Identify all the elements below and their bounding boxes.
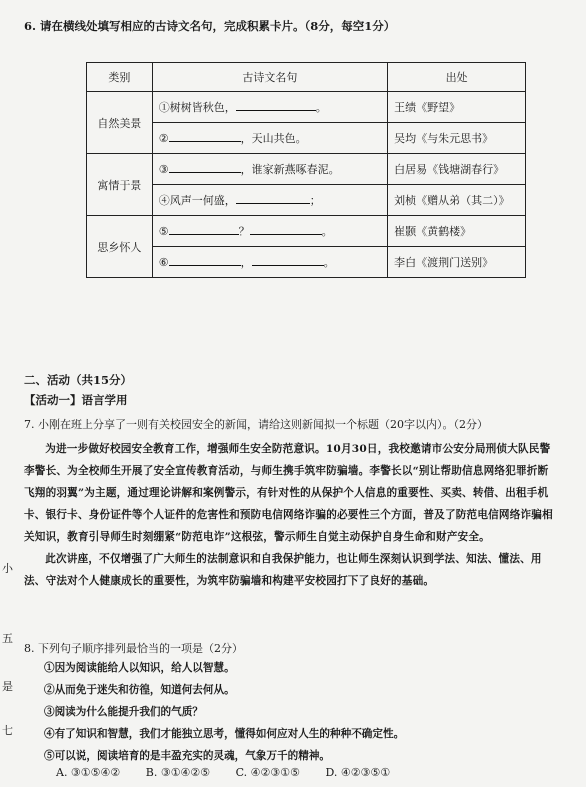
answer-choices xyxy=(56,766,412,779)
table-row xyxy=(87,247,526,278)
line-text: ， xyxy=(240,256,252,269)
fill-blank[interactable] xyxy=(169,254,241,266)
table-row xyxy=(87,185,526,216)
question-8-title: 8. 下列句子顺序排列最恰当的一项是（2分） xyxy=(24,642,243,655)
header-poem-line: 古诗文名句 xyxy=(152,63,387,92)
accumulation-card-table xyxy=(86,62,526,278)
source-cell: 吴均《与朱元思书》 xyxy=(388,123,526,154)
category-cell: 寓情于景 xyxy=(87,154,153,216)
question-7-title: 7. 小刚在班上分享了一则有关校园安全的新闻，请给这则新闻拟一个标题（20字以内）。（2分） xyxy=(24,418,488,431)
activity-1-title: 【活动一】语言学用 xyxy=(24,393,128,407)
news-article xyxy=(24,438,554,592)
fill-blank[interactable] xyxy=(236,99,316,111)
fill-blank[interactable] xyxy=(250,223,322,235)
question-6-title: 6. 请在横线处填写相应的古诗文名句，完成积累卡片。（8分，每空1分） xyxy=(24,19,396,33)
header-source: 出处 xyxy=(388,63,526,92)
sentence-5: ⑤可以说，阅读培育的是丰盈充实的灵魂，气象万千的精神。 xyxy=(44,750,331,762)
table-row xyxy=(87,154,526,185)
source-cell: 白居易《钱塘湖春行》 xyxy=(388,154,526,185)
line-text: ，天山共色。 xyxy=(240,132,307,145)
line-text: ； xyxy=(309,194,321,207)
line-text: ⑥ xyxy=(158,256,169,269)
poem-line-cell xyxy=(152,92,387,123)
poem-line-cell xyxy=(152,247,387,278)
line-text: ⑤ xyxy=(158,225,169,238)
fill-blank[interactable] xyxy=(236,192,310,204)
choice-a[interactable]: A. ③①⑤④② xyxy=(56,766,121,779)
table-row xyxy=(87,216,526,247)
line-text: 。 xyxy=(315,101,327,114)
fill-blank[interactable] xyxy=(252,254,324,266)
margin-char: 五 xyxy=(2,632,13,645)
poem-line-cell xyxy=(152,154,387,185)
margin-char: 是 xyxy=(2,680,13,693)
news-paragraph-2: 此次讲座，不仅增强了广大师生的法制意识和自我保护能力，也让师生深刻认识到学法、知法、懂法、用法、守法对个人健康成长的重要性，为筑牢防骗墙和构建平安校园打下了良好的基础。 xyxy=(24,553,542,587)
poem-line-cell xyxy=(152,216,387,247)
header-category: 类别 xyxy=(87,63,153,92)
line-text: ？ xyxy=(238,225,250,238)
line-text: ，谁家新燕啄春泥。 xyxy=(240,163,340,176)
category-cell: 思乡怀人 xyxy=(87,216,153,278)
choice-c[interactable]: C. ④②③①⑤ xyxy=(235,766,300,779)
sentence-2: ②从而免于迷失和彷徨，知道何去何从。 xyxy=(44,684,235,696)
line-text: 。 xyxy=(321,225,333,238)
fill-blank[interactable] xyxy=(169,161,241,173)
news-paragraph-1: 为进一步做好校园安全教育工作，增强师生安全防范意识。10月30日，我校邀请市公安分局刑侦大队民警李警长、为全校师生开展了安全宣传教育活动，与师生携手筑牢防骗墙。李警长以“别让帮助信息网络犯罪折断飞翔的羽翼”为主题，通过理论讲解和案例警示，有针对性的从保护个人信息的重要性、买卖、转借、出租手机卡、银行卡、身份证件等个人证件的危害性和预防电信网络诈骗的必要性三个方面，普及了防范电信网络诈骗相关知识，教育引导师生时刻绷紧“防范电诈”这根弦，警示师生自觉主动保护自身生命和财产安全。 xyxy=(24,443,553,543)
poem-line-cell xyxy=(152,185,387,216)
source-cell: 王绩《野望》 xyxy=(388,92,526,123)
sentence-1: ①因为阅读能给人以知识，给人以智慧。 xyxy=(44,662,235,674)
sentence-3: ③阅读为什么能提升我们的气质？ xyxy=(44,706,203,718)
line-text: ④风声一何盛， xyxy=(158,194,236,207)
source-cell: 刘桢《赠从弟（其二）》 xyxy=(388,185,526,216)
choice-b[interactable]: B. ③①④②⑤ xyxy=(145,766,211,779)
line-text: 。 xyxy=(323,256,335,269)
margin-char: 七 xyxy=(2,724,13,737)
table-header-row xyxy=(87,63,526,92)
table-row xyxy=(87,123,526,154)
line-text: ③ xyxy=(158,163,169,176)
category-cell: 自然美景 xyxy=(87,92,153,154)
poem-line-cell xyxy=(152,123,387,154)
source-cell: 李白《渡荆门送别》 xyxy=(388,247,526,278)
line-text: ② xyxy=(158,132,169,145)
table-row xyxy=(87,92,526,123)
fill-blank[interactable] xyxy=(169,223,239,235)
line-text: ①树树皆秋色， xyxy=(158,101,236,114)
fill-blank[interactable] xyxy=(169,130,241,142)
choice-d[interactable]: D. ④②③⑤① xyxy=(325,766,391,779)
source-cell: 崔颢《黄鹤楼》 xyxy=(388,216,526,247)
sentence-4: ④有了知识和智慧，我们才能独立思考，懂得如何应对人生的种种不确定性。 xyxy=(44,728,405,740)
margin-char: 小 xyxy=(2,562,13,575)
section-2-title: 二、活动（共15分） xyxy=(24,373,133,387)
